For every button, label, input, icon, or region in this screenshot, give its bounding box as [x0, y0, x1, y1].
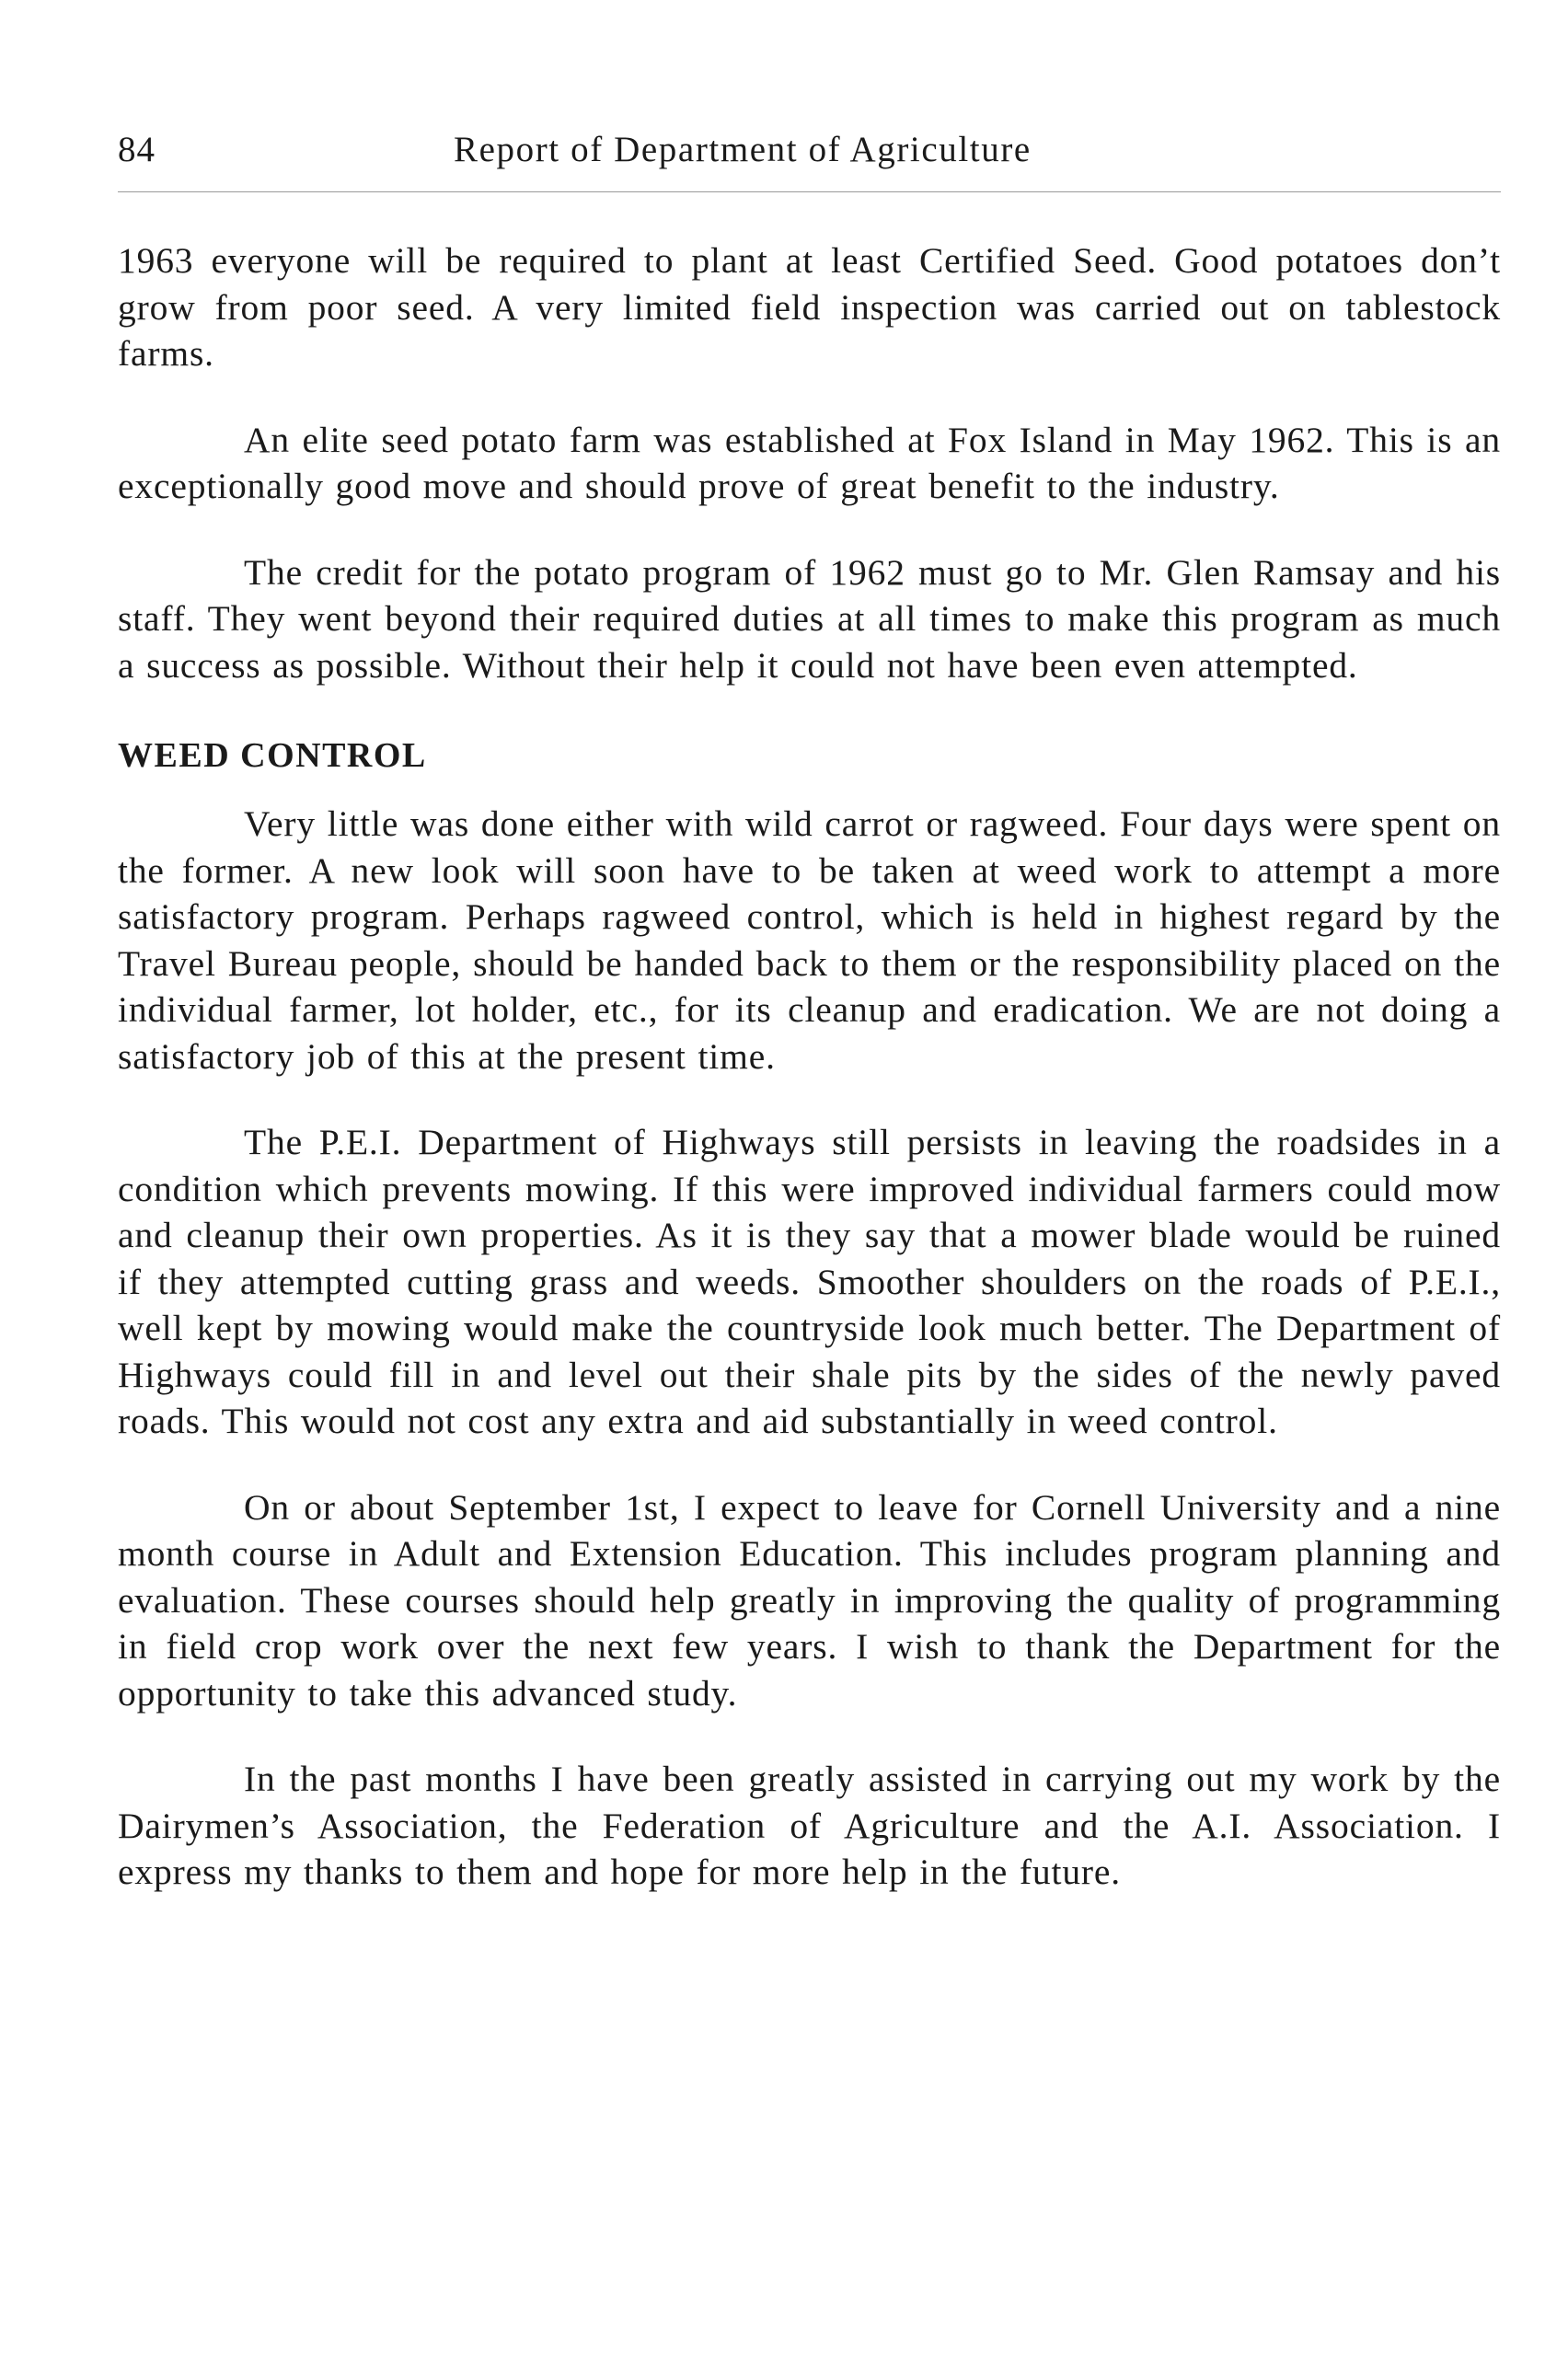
paragraph-potato-program-credit: The credit for the potato program of 1962 must go to Mr. Glen Ramsay and his staff. They went beyond their required duties at all times to make this program as much a success as possible. Without their help it could not have been even attempted. [118, 551, 1501, 686]
document-page [118, 0, 1501, 2366]
paragraph-gap [118, 510, 1501, 549]
section-heading: WEED CONTROL [118, 736, 427, 775]
body-text [118, 237, 1501, 1896]
page-number: 84 [118, 130, 156, 169]
paragraph-elite-seed-farm: An elite seed potato farm was established at Fox Island in May 1962. This is an exceptionally good move and should prove of great benefit to the industry. [118, 419, 1501, 506]
paragraph-weed-work: Very little was done either with wild carrot or ragweed. Four days were spent on the former. A new look will soon have to be taken at weed work to attempt a more satisfactory program. Perhaps ragweed control, which is held in highest regard by the Travel Bureau people, should be handed back to them or the responsibility placed on the individual farmer, lot holder, etc., for its cleanup and eradication. We are not doing a satisfactory job of this at the present time. [118, 803, 1501, 1077]
paragraph-gap [118, 688, 1501, 733]
paragraph-gap [118, 377, 1501, 417]
paragraph-gap [118, 1716, 1501, 1756]
header-rule [118, 191, 1501, 192]
paragraph-gap [118, 1079, 1501, 1119]
paragraph-cornell-study: On or about September 1st, I expect to leave for Cornell University and a nine month course in Adult and Extension Education. This includes program planning and evaluation. These courses should help greatly in improving the quality of programming in field crop work over the next few years. I wish to thank the Department for the opportunity to take this advanced study. [118, 1486, 1501, 1714]
running-title: Report of Department of Agriculture [454, 130, 1032, 169]
page-header [118, 129, 1501, 188]
paragraph-gap [118, 779, 1501, 801]
paragraph-highways: The P.E.I. Department of Highways still persists in leaving the roadsides in a condition which prevents mowing. If this were improved individual farmers could mow and cleanup their own properties. As it is they say that a mower blade would be ruined if they attempted cutting grass and weeds. Smoother shoulders on the roads of P.E.I., well kept by mowing would make the countryside look much better. The Department of Highways could fill in and level out their shale pits by the sides of the newly paved roads. This would not cost any extra and aid substantially in weed control. [118, 1122, 1501, 1441]
paragraph-gap [118, 1445, 1501, 1484]
paragraph-seed-certification: 1963 everyone will be required to plant at least Certified Seed. Good potatoes don’t grow from poor seed. A very limited field inspection was carried out on tablestock farms. [118, 240, 1501, 374]
paragraph-acknowledgements: In the past months I have been greatly assisted in carrying out my work by the Dairymen’s Association, the Federation of Agriculture and the A.I. Association. I express my thanks to them and hope for more help in the future. [118, 1759, 1501, 1892]
